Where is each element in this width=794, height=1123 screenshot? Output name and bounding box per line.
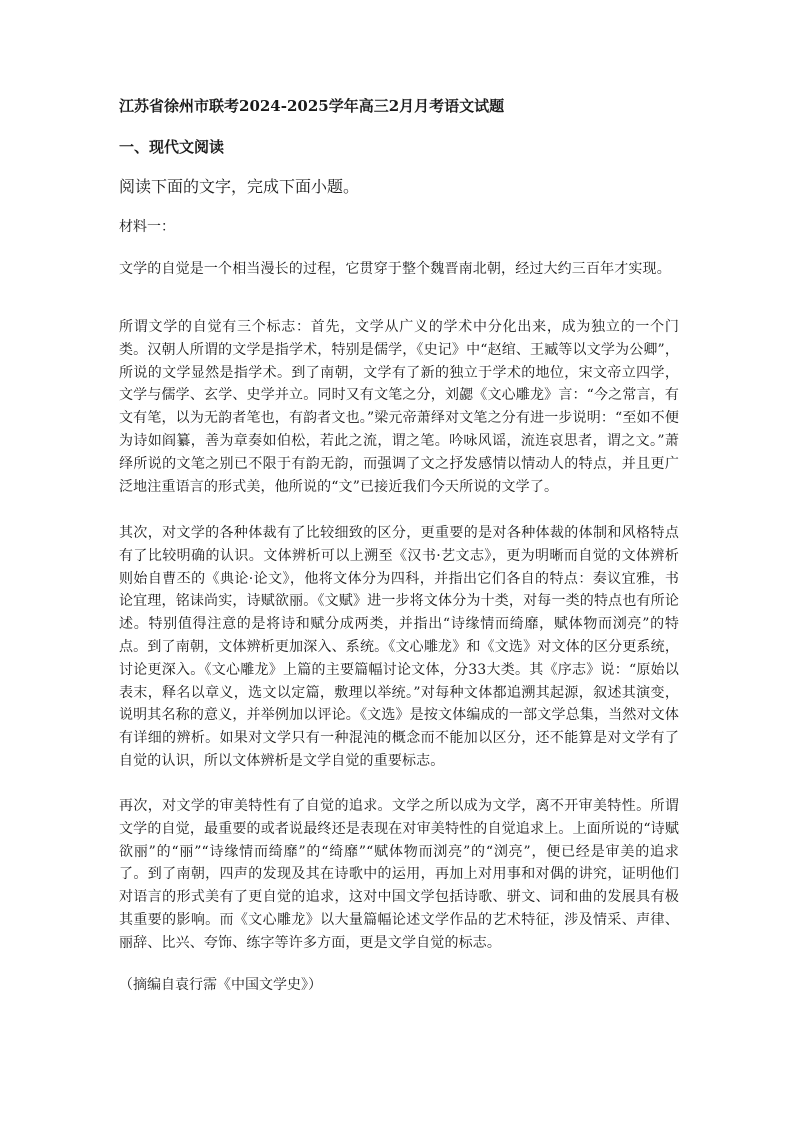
source-citation: （摘编自袁行霈《中国文学史》） bbox=[119, 977, 322, 993]
paragraph-first-mark: 所谓文学的自觉有三个标志：首先，文学从广义的学术中分化出来，成为独立的一个门类。汉朝人所谓的文学是指学术，特别是儒学，《史记》中“赵绾、王臧等以文学为公卿”，所说的文学显然是指学术。到了南朝，文学有了新的独立于学术的地位，宋文帝立四学，文学与儒学、玄学、史学并立。同时又有文笔之分，刘勰《文心雕龙》言：“今之常言，有文有笔，以为无韵者笔也，有韵者文也。”梁元帝萧绎对文笔之分有进一步说明：“至如不便为诗如阎纂，善为章奏如伯松，若此之流，谓之笔。吟咏风谣，流连哀思者，谓之文。”萧绎所说的文笔之别已不限于有韵无韵，而强调了文之抒发感情以情动人的特点，并且更广泛地注重语言的形式美，他所说的“文”已接近我们今天所说的文学了。 bbox=[119, 319, 679, 495]
paragraph-second-mark: 其次，对文学的各种体裁有了比较细致的区分，更重要的是对各种体裁的体制和风格特点有了比较明确的认识。文体辨析可以上溯至《汉书·艺文志》，更为明晰而自觉的文体辨析则始自曹丕的《典论·论文》，他将文体分为四科，并指出它们各自的特点：奏议宜雅，书论宜理，铭诔尚实，诗赋欲丽。《文赋》进一步将文体分为十类，对每一类的特点也有所论述。特别值得注意的是将诗和赋分成两类，并指出“诗缘情而绮靡，赋体物而浏亮”的特点。到了南朝，文体辨析更加深入、系统。《文心雕龙》和《文选》对文体的区分更系统，讨论更深入。《文心雕龙》上篇的主要篇幅讨论文体，分33大类。其《序志》说：“原始以表末，释名以章义，选文以定篇，敷理以举统。”对每种文体都追溯其起源，叙述其演变，说明其名称的意义，并举例加以评论。《文选》是按文体编成的一部文学总集，当然对文体有详细的辨析。如果对文学只有一种混沌的概念而不能加以区分，还不能算是对文学有了自觉的认识，所以文体辨析是文学自觉的重要标志。 bbox=[119, 525, 679, 769]
document-title: 江苏省徐州市联考2024-2025学年高三2月月考语文试题 bbox=[119, 97, 505, 115]
paragraph-intro: 文学的自觉是一个相当漫长的过程，它贯穿于整个魏晋南北朝，经过大约三百年才实现。 bbox=[119, 261, 671, 277]
paragraph-third-mark: 再次，对文学的审美特性有了自觉的追求。文学之所以成为文学，离不开审美特性。所谓文学的自觉，最重要的或者说最终还是表现在对审美特性的自觉追求上。上面所说的“诗赋欲丽”的“丽”“诗缘情而绮靡”的“绮靡”“赋体物而浏亮”的“浏亮”，便已经是审美的追求了。到了南朝，四声的发现及其在诗歌中的运用，再加上对用事和对偶的讲究，证明他们对语言的形式美有了更自觉的追求，这对中国文学包括诗歌、骈文、词和曲的发展具有极其重要的影响。而《文心雕龙》以大量篇幅论述文学作品的艺术特征，涉及情采、声律、丽辞、比兴、夸饰、练字等许多方面，更是文学自觉的标志。 bbox=[119, 798, 679, 951]
reading-instruction: 阅读下面的文字，完成下面小题。 bbox=[119, 177, 360, 196]
section-heading: 一、现代文阅读 bbox=[119, 138, 225, 156]
material-label: 材料一： bbox=[119, 219, 175, 235]
